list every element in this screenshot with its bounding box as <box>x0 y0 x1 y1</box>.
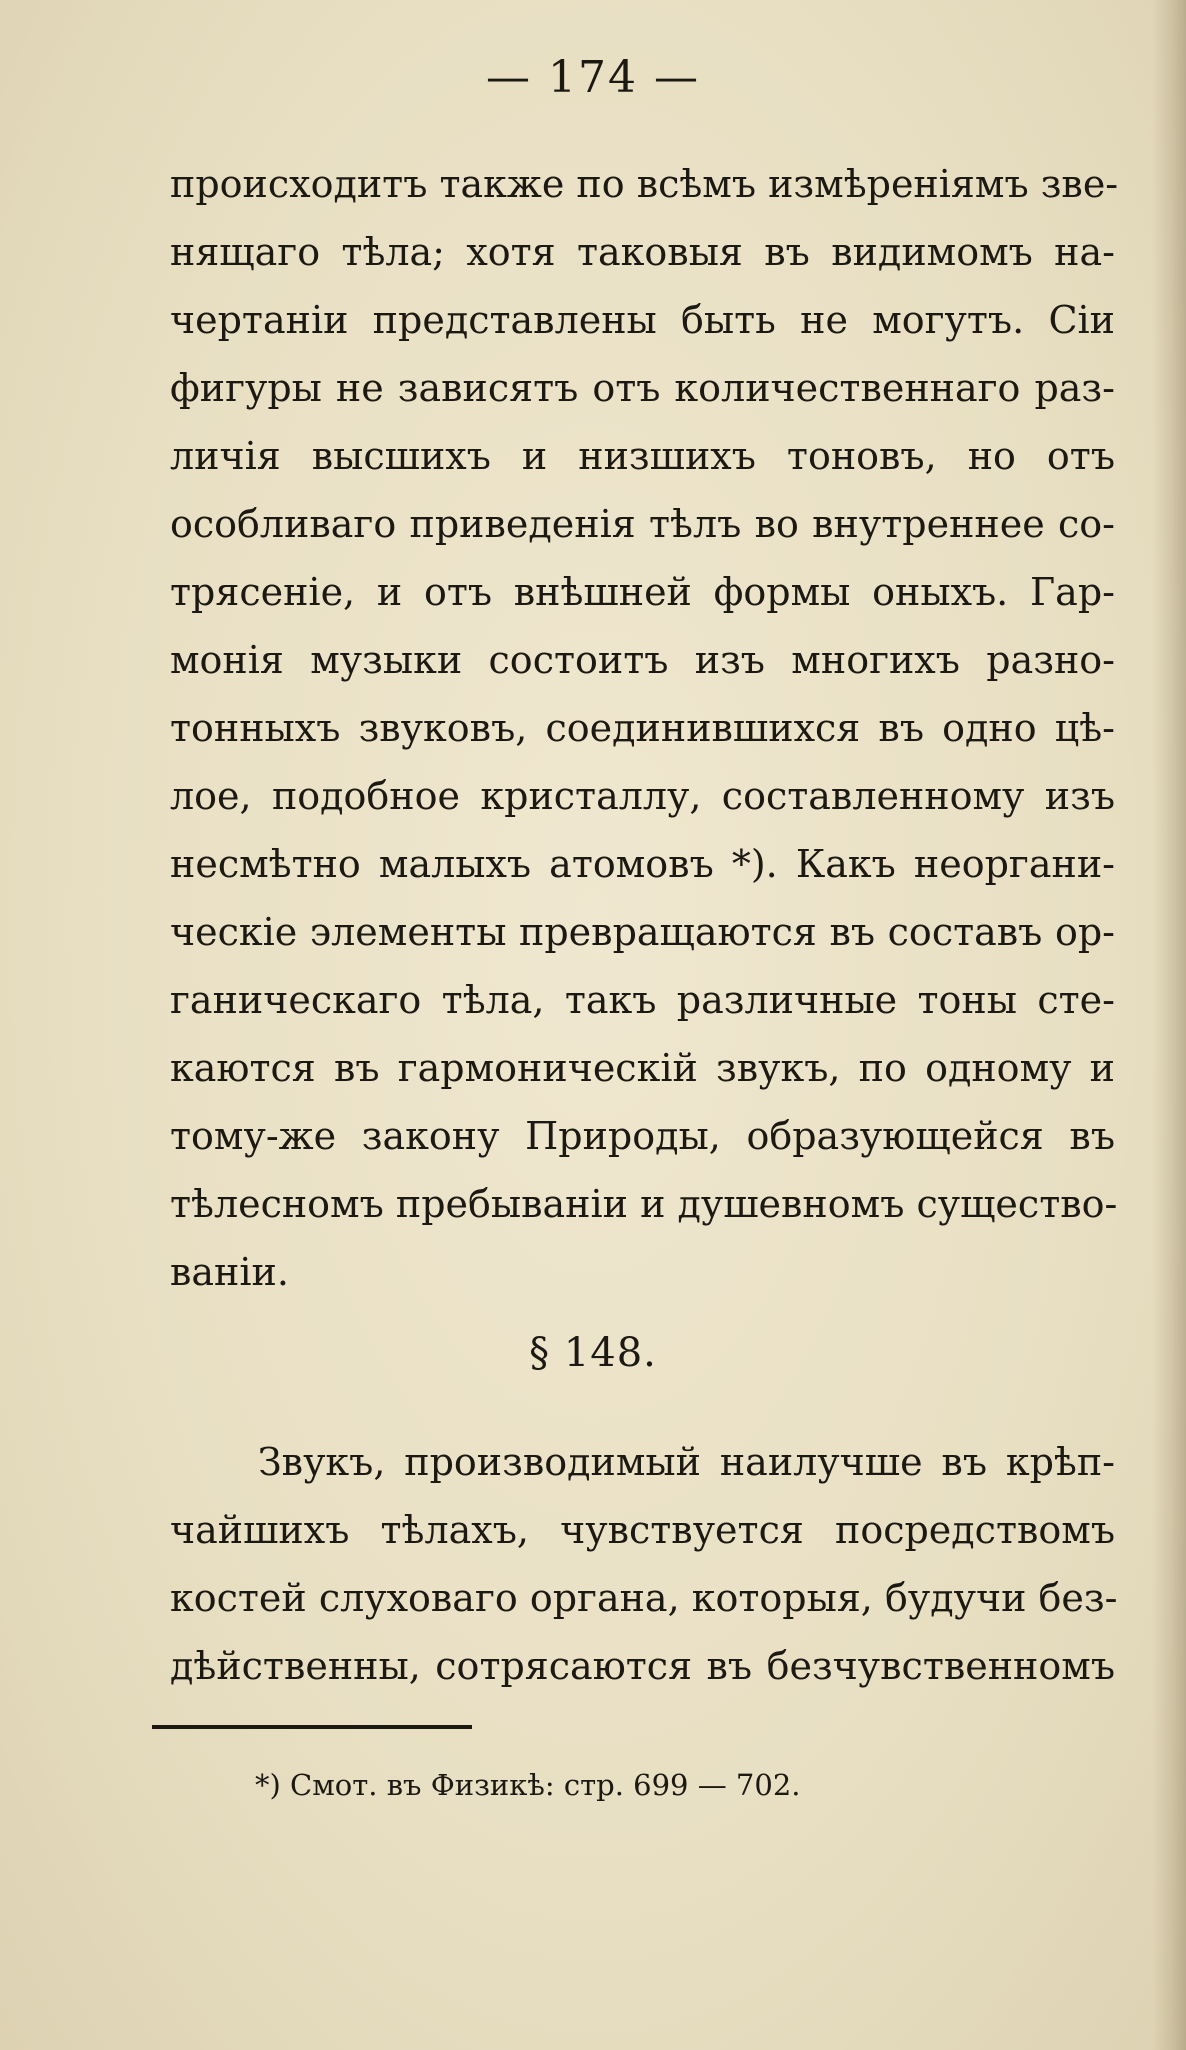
text-line: Звукъ, производимый наилучше въ крѣп- <box>258 1440 1115 1484</box>
page-number-header: — 174 — <box>486 52 700 103</box>
text-line: фигуры не зависятъ отъ количественнаго раз- <box>170 366 1115 410</box>
page-edge-shadow <box>1152 0 1186 2050</box>
text-line: нящаго тѣла; хотя таковыя въ видимомъ на- <box>170 230 1115 274</box>
text-line: тому-же закону Природы, образующейся въ <box>170 1114 1115 1158</box>
text-line: костей слуховаго органа, которыя, будучи без- <box>170 1576 1118 1620</box>
text-line: каются въ гармоническій звукъ, по одному и <box>170 1046 1115 1090</box>
text-line: чайшихъ тѣлахъ, чувствуется посредствомъ <box>170 1508 1115 1552</box>
text-line: тѣлесномъ пребываніи и душевномъ существо- <box>170 1182 1118 1226</box>
text-line: монія музыки состоитъ изъ многихъ разно- <box>170 638 1115 682</box>
text-line: происходитъ также по всѣмъ измѣреніямъ зве- <box>170 162 1119 206</box>
text-line: чертаніи представлены быть не могутъ. Сіи <box>170 298 1115 342</box>
text-line: особливаго приведенія тѣлъ во внутреннее со- <box>170 502 1115 546</box>
text-line: тонныхъ звуковъ, соединившихся въ одно цѣ- <box>170 706 1115 750</box>
text-line: ческіе элементы превращаются въ составъ ор- <box>170 910 1115 954</box>
text-line: личія высшихъ и низшихъ тоновъ, но отъ <box>170 434 1115 478</box>
text-line: несмѣтно малыхъ атомовъ *). Какъ неоргани- <box>170 842 1115 886</box>
paragraph-2 <box>170 1428 1118 1700</box>
text-line: ганическаго тѣла, такъ различные тоны сте- <box>170 978 1115 1022</box>
text-line: трясеніе, и отъ внѣшней формы оныхъ. Гар- <box>170 570 1115 614</box>
text-line: ваніи. <box>170 1250 289 1294</box>
footnote: *) Смот. въ Физикѣ: стр. 699 — 702. <box>255 1768 801 1802</box>
text-line: лое, подобное кристаллу, составленному изъ <box>170 774 1115 818</box>
paragraph-1 <box>170 150 1119 1306</box>
section-heading: § 148. <box>529 1330 657 1376</box>
footnote-rule <box>152 1725 472 1729</box>
text-line: дѣйственны, сотрясаются въ безчувственномъ <box>170 1644 1115 1688</box>
